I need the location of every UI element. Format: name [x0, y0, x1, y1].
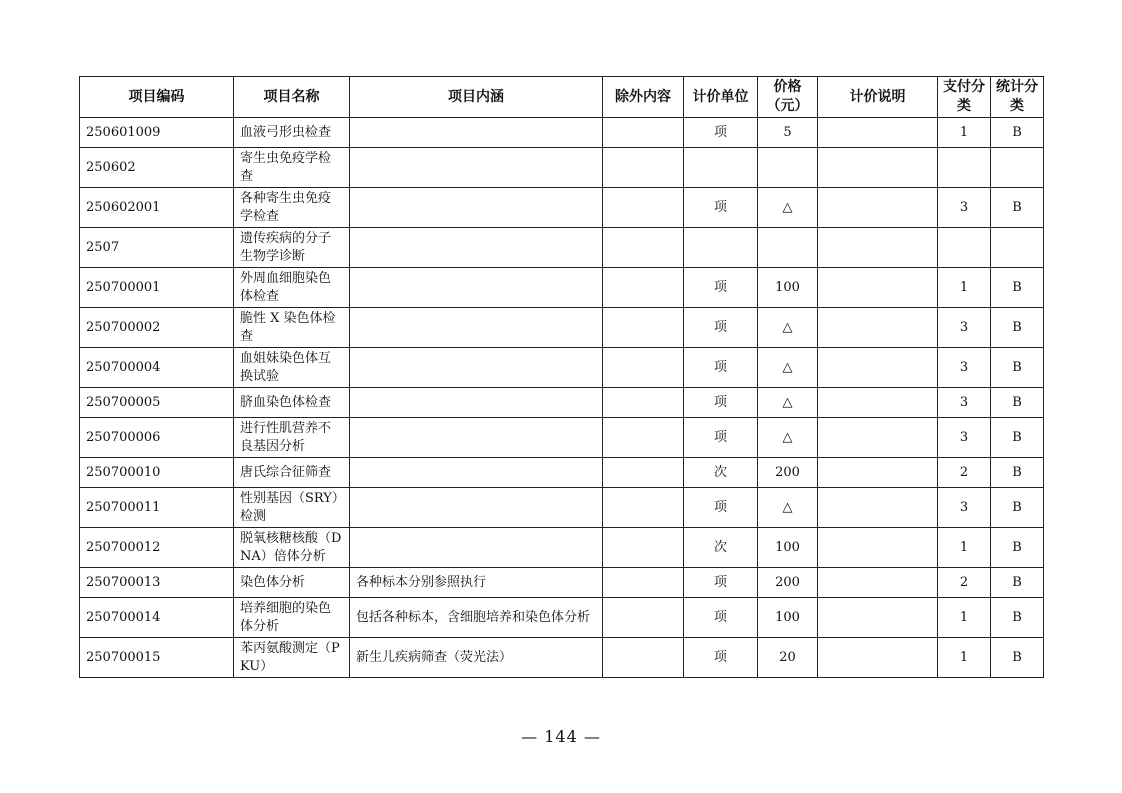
- cell-name: 血姐妹染色体互换试验: [234, 348, 350, 388]
- cell-price: 200: [758, 568, 818, 598]
- cell-code: 250700004: [80, 348, 234, 388]
- cell-exclude: [603, 488, 684, 528]
- cell-exclude: [603, 528, 684, 568]
- header-code: 项目编码: [80, 77, 234, 118]
- header-content: 项目内涵: [350, 77, 603, 118]
- table-row: [80, 458, 1044, 488]
- cell-stat-class: B: [991, 488, 1044, 528]
- cell-stat-class: B: [991, 568, 1044, 598]
- cell-unit: 项: [684, 118, 758, 148]
- cell-content: [350, 148, 603, 188]
- cell-pay-class: 3: [938, 348, 991, 388]
- cell-exclude: [603, 118, 684, 148]
- table-row: [80, 418, 1044, 458]
- cell-price: [758, 148, 818, 188]
- cell-code: 250700014: [80, 598, 234, 638]
- cell-note: [818, 568, 938, 598]
- cell-unit: 项: [684, 568, 758, 598]
- cell-code: 250700010: [80, 458, 234, 488]
- cell-price: △: [758, 348, 818, 388]
- cell-pay-class: [938, 148, 991, 188]
- cell-pay-class: 3: [938, 418, 991, 458]
- cell-code: 250602: [80, 148, 234, 188]
- cell-price: 5: [758, 118, 818, 148]
- cell-name: 外周血细胞染色体检查: [234, 268, 350, 308]
- cell-exclude: [603, 598, 684, 638]
- cell-stat-class: B: [991, 118, 1044, 148]
- cell-content: [350, 308, 603, 348]
- cell-exclude: [603, 458, 684, 488]
- header-price: 价格（元）: [758, 77, 818, 118]
- cell-exclude: [603, 228, 684, 268]
- table-row: [80, 118, 1044, 148]
- cell-content: [350, 348, 603, 388]
- cell-content: [350, 268, 603, 308]
- cell-stat-class: B: [991, 268, 1044, 308]
- cell-stat-class: B: [991, 348, 1044, 388]
- cell-content: [350, 118, 603, 148]
- table-row: [80, 528, 1044, 568]
- cell-code: 250700005: [80, 388, 234, 418]
- cell-code: 250700001: [80, 268, 234, 308]
- cell-code: 250700002: [80, 308, 234, 348]
- cell-pay-class: 1: [938, 638, 991, 678]
- cell-content: [350, 388, 603, 418]
- table-row: [80, 638, 1044, 678]
- cell-note: [818, 488, 938, 528]
- cell-note: [818, 228, 938, 268]
- cell-name: 脆性 X 染色体检查: [234, 308, 350, 348]
- cell-code: 250700012: [80, 528, 234, 568]
- cell-pay-class: 3: [938, 188, 991, 228]
- cell-stat-class: [991, 148, 1044, 188]
- cell-price: 200: [758, 458, 818, 488]
- cell-unit: 项: [684, 598, 758, 638]
- cell-pay-class: 1: [938, 598, 991, 638]
- cell-unit: 项: [684, 488, 758, 528]
- cell-content: [350, 188, 603, 228]
- cell-exclude: [603, 638, 684, 678]
- cell-pay-class: 1: [938, 268, 991, 308]
- table-row: [80, 148, 1044, 188]
- cell-note: [818, 308, 938, 348]
- cell-stat-class: B: [991, 188, 1044, 228]
- cell-stat-class: B: [991, 528, 1044, 568]
- cell-name: 染色体分析: [234, 568, 350, 598]
- header-name: 项目名称: [234, 77, 350, 118]
- table-row: [80, 228, 1044, 268]
- cell-exclude: [603, 418, 684, 458]
- cell-name: 各种寄生虫免疫学检查: [234, 188, 350, 228]
- cell-unit: 项: [684, 308, 758, 348]
- cell-note: [818, 148, 938, 188]
- table-row: [80, 568, 1044, 598]
- cell-unit: 项: [684, 388, 758, 418]
- cell-unit: 项: [684, 188, 758, 228]
- cell-exclude: [603, 148, 684, 188]
- cell-code: 250700006: [80, 418, 234, 458]
- cell-content: [350, 488, 603, 528]
- cell-unit: 次: [684, 528, 758, 568]
- cell-unit: 次: [684, 458, 758, 488]
- cell-unit: [684, 228, 758, 268]
- cell-exclude: [603, 188, 684, 228]
- cell-name: 苯丙氨酸测定（PKU）: [234, 638, 350, 678]
- cell-price: △: [758, 418, 818, 458]
- cell-note: [818, 598, 938, 638]
- cell-code: 250602001: [80, 188, 234, 228]
- cell-pay-class: 2: [938, 458, 991, 488]
- cell-stat-class: [991, 228, 1044, 268]
- cell-pay-class: 2: [938, 568, 991, 598]
- cell-name: 脐血染色体检查: [234, 388, 350, 418]
- cell-name: 寄生虫免疫学检查: [234, 148, 350, 188]
- cell-content: [350, 418, 603, 458]
- cell-exclude: [603, 308, 684, 348]
- cell-note: [818, 118, 938, 148]
- cell-code: 250700011: [80, 488, 234, 528]
- cell-name: 遗传疾病的分子生物学诊断: [234, 228, 350, 268]
- cell-exclude: [603, 348, 684, 388]
- cell-price: △: [758, 308, 818, 348]
- cell-name: 进行性肌营养不良基因分析: [234, 418, 350, 458]
- cell-content: [350, 228, 603, 268]
- cell-note: [818, 388, 938, 418]
- cell-name: 血液弓形虫检查: [234, 118, 350, 148]
- header-row: [80, 77, 1044, 118]
- cell-pay-class: 1: [938, 118, 991, 148]
- fee-table: [79, 76, 1044, 678]
- cell-price: 100: [758, 268, 818, 308]
- cell-code: 250700015: [80, 638, 234, 678]
- table-row: [80, 308, 1044, 348]
- table-row: [80, 268, 1044, 308]
- cell-stat-class: B: [991, 418, 1044, 458]
- cell-content: 各种标本分别参照执行: [350, 568, 603, 598]
- cell-name: 培养细胞的染色体分析: [234, 598, 350, 638]
- cell-price: △: [758, 488, 818, 528]
- cell-name: 唐氏综合征筛查: [234, 458, 350, 488]
- cell-stat-class: B: [991, 388, 1044, 418]
- cell-note: [818, 268, 938, 308]
- cell-note: [818, 638, 938, 678]
- cell-code: 2507: [80, 228, 234, 268]
- table-row: [80, 388, 1044, 418]
- cell-stat-class: B: [991, 638, 1044, 678]
- cell-exclude: [603, 388, 684, 418]
- cell-name: 脱氧核糖核酸（DNA）倍体分析: [234, 528, 350, 568]
- cell-unit: 项: [684, 418, 758, 458]
- table-row: [80, 598, 1044, 638]
- cell-name: 性别基因（SRY）检测: [234, 488, 350, 528]
- cell-unit: 项: [684, 268, 758, 308]
- table-body: [80, 118, 1044, 678]
- cell-unit: 项: [684, 348, 758, 388]
- cell-note: [818, 458, 938, 488]
- cell-pay-class: 3: [938, 388, 991, 418]
- cell-note: [818, 528, 938, 568]
- cell-note: [818, 188, 938, 228]
- cell-pay-class: [938, 228, 991, 268]
- header-pay-class: 支付分类: [938, 77, 991, 118]
- header-note: 计价说明: [818, 77, 938, 118]
- cell-note: [818, 348, 938, 388]
- cell-content: [350, 528, 603, 568]
- cell-stat-class: B: [991, 308, 1044, 348]
- cell-price: △: [758, 188, 818, 228]
- page-number: — 144 —: [521, 727, 601, 746]
- cell-content: 包括各种标本，含细胞培养和染色体分析: [350, 598, 603, 638]
- cell-unit: [684, 148, 758, 188]
- header-exclude: 除外内容: [603, 77, 684, 118]
- cell-exclude: [603, 568, 684, 598]
- cell-content: 新生儿疾病筛查（荧光法）: [350, 638, 603, 678]
- cell-content: [350, 458, 603, 488]
- cell-exclude: [603, 268, 684, 308]
- table-row: [80, 348, 1044, 388]
- header-unit: 计价单位: [684, 77, 758, 118]
- cell-pay-class: 3: [938, 488, 991, 528]
- cell-price: △: [758, 388, 818, 418]
- cell-price: 100: [758, 528, 818, 568]
- cell-price: [758, 228, 818, 268]
- cell-price: 20: [758, 638, 818, 678]
- cell-price: 100: [758, 598, 818, 638]
- table-row: [80, 488, 1044, 528]
- cell-note: [818, 418, 938, 458]
- cell-pay-class: 1: [938, 528, 991, 568]
- cell-code: 250601009: [80, 118, 234, 148]
- header-stat-class: 统计分类: [991, 77, 1044, 118]
- table-row: [80, 188, 1044, 228]
- cell-code: 250700013: [80, 568, 234, 598]
- cell-pay-class: 3: [938, 308, 991, 348]
- cell-unit: 项: [684, 638, 758, 678]
- cell-stat-class: B: [991, 458, 1044, 488]
- cell-stat-class: B: [991, 598, 1044, 638]
